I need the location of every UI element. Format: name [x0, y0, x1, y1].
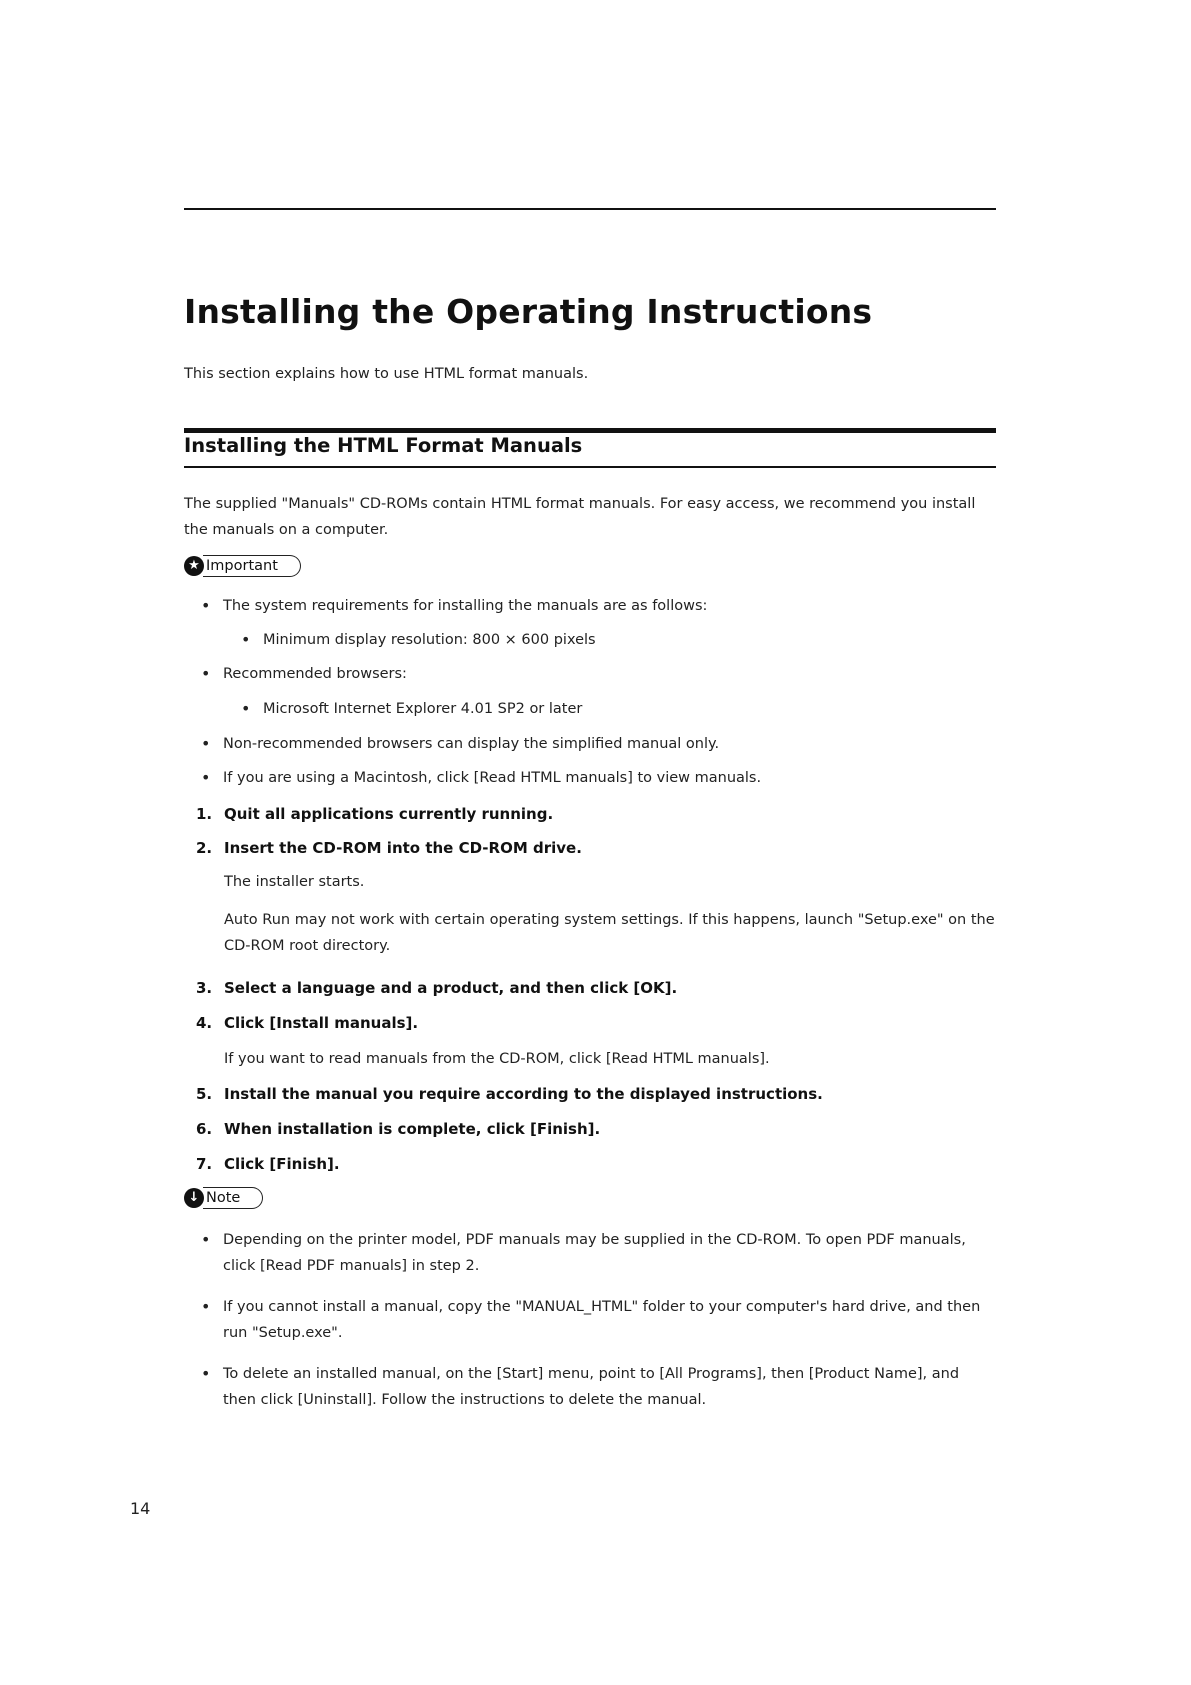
section-divider-top: [184, 428, 996, 433]
section-title: Installing the HTML Format Manuals: [184, 434, 583, 457]
list-item: • Recommended browsers:: [223, 661, 993, 687]
note-label: Note: [203, 1187, 263, 1209]
intro-text: This section explains how to use HTML format manuals.: [184, 366, 589, 382]
step-item: 1. Quit all applications currently running.: [196, 805, 554, 823]
step-item: 2. Insert the CD-ROM into the CD-ROM drive.: [196, 839, 582, 857]
star-badge-icon: ★: [184, 556, 204, 576]
bullet-icon: •: [201, 1364, 211, 1383]
bullet-icon: •: [201, 664, 211, 683]
note-badge: [184, 1187, 263, 1209]
section-divider-bottom: [184, 466, 996, 468]
bullet-icon: •: [241, 630, 251, 649]
list-item: • Minimum display resolution: 800 × 600 pixels: [263, 627, 993, 653]
list-item: • Non-recommended browsers can display the simplified manual only.: [223, 731, 993, 757]
page-number: 14: [130, 1499, 151, 1518]
bullet-icon: •: [201, 1230, 211, 1249]
step-note: If you want to read manuals from the CD-ROM, click [Read HTML manuals].: [224, 1051, 770, 1067]
step-item: 7. Click [Finish].: [196, 1155, 340, 1173]
bullet-icon: •: [201, 734, 211, 753]
list-item: • Microsoft Internet Explorer 4.01 SP2 or later: [263, 696, 993, 722]
section-paragraph: The supplied "Manuals" CD-ROMs contain HTML format manuals. For easy access, we recommend you install the manuals on a computer.: [184, 496, 976, 538]
list-item: • To delete an installed manual, on the [Start] menu, point to [All Programs], then [Product Name], and then click [Uninstall]. Follow the instructions to delete the manual.: [223, 1361, 993, 1413]
important-badge: [184, 555, 301, 577]
step-note: The installer starts.: [224, 874, 365, 890]
bullet-icon: •: [201, 596, 211, 615]
bullet-icon: •: [201, 1297, 211, 1316]
top-divider: [184, 208, 996, 210]
bullet-icon: •: [201, 768, 211, 787]
arrow-down-badge-icon: ↓: [184, 1188, 204, 1208]
step-item: 5. Install the manual you require according to the displayed instructions.: [196, 1085, 823, 1103]
step-item: 3. Select a language and a product, and then click [OK].: [196, 979, 678, 997]
bullet-icon: •: [241, 699, 251, 718]
step-note: Auto Run may not work with certain operating system settings. If this happens, launch "Setup.exe" on the CD-ROM root directory.: [224, 912, 995, 954]
list-item: • Depending on the printer model, PDF manuals may be supplied in the CD-ROM. To open PDF manuals, click [Read PDF manuals] in step 2.: [223, 1227, 993, 1279]
step-item: 4. Click [Install manuals].: [196, 1014, 419, 1032]
page-title: Installing the Operating Instructions: [184, 292, 873, 331]
important-label: Important: [203, 555, 301, 577]
list-item: • The system requirements for installing the manuals are as follows:: [223, 593, 993, 619]
list-item: • If you are using a Macintosh, click [Read HTML manuals] to view manuals.: [223, 765, 993, 791]
step-item: 6. When installation is complete, click [Finish].: [196, 1120, 601, 1138]
list-item: • If you cannot install a manual, copy the "MANUAL_HTML" folder to your computer's hard drive, and then run "Setup.exe".: [223, 1294, 993, 1346]
